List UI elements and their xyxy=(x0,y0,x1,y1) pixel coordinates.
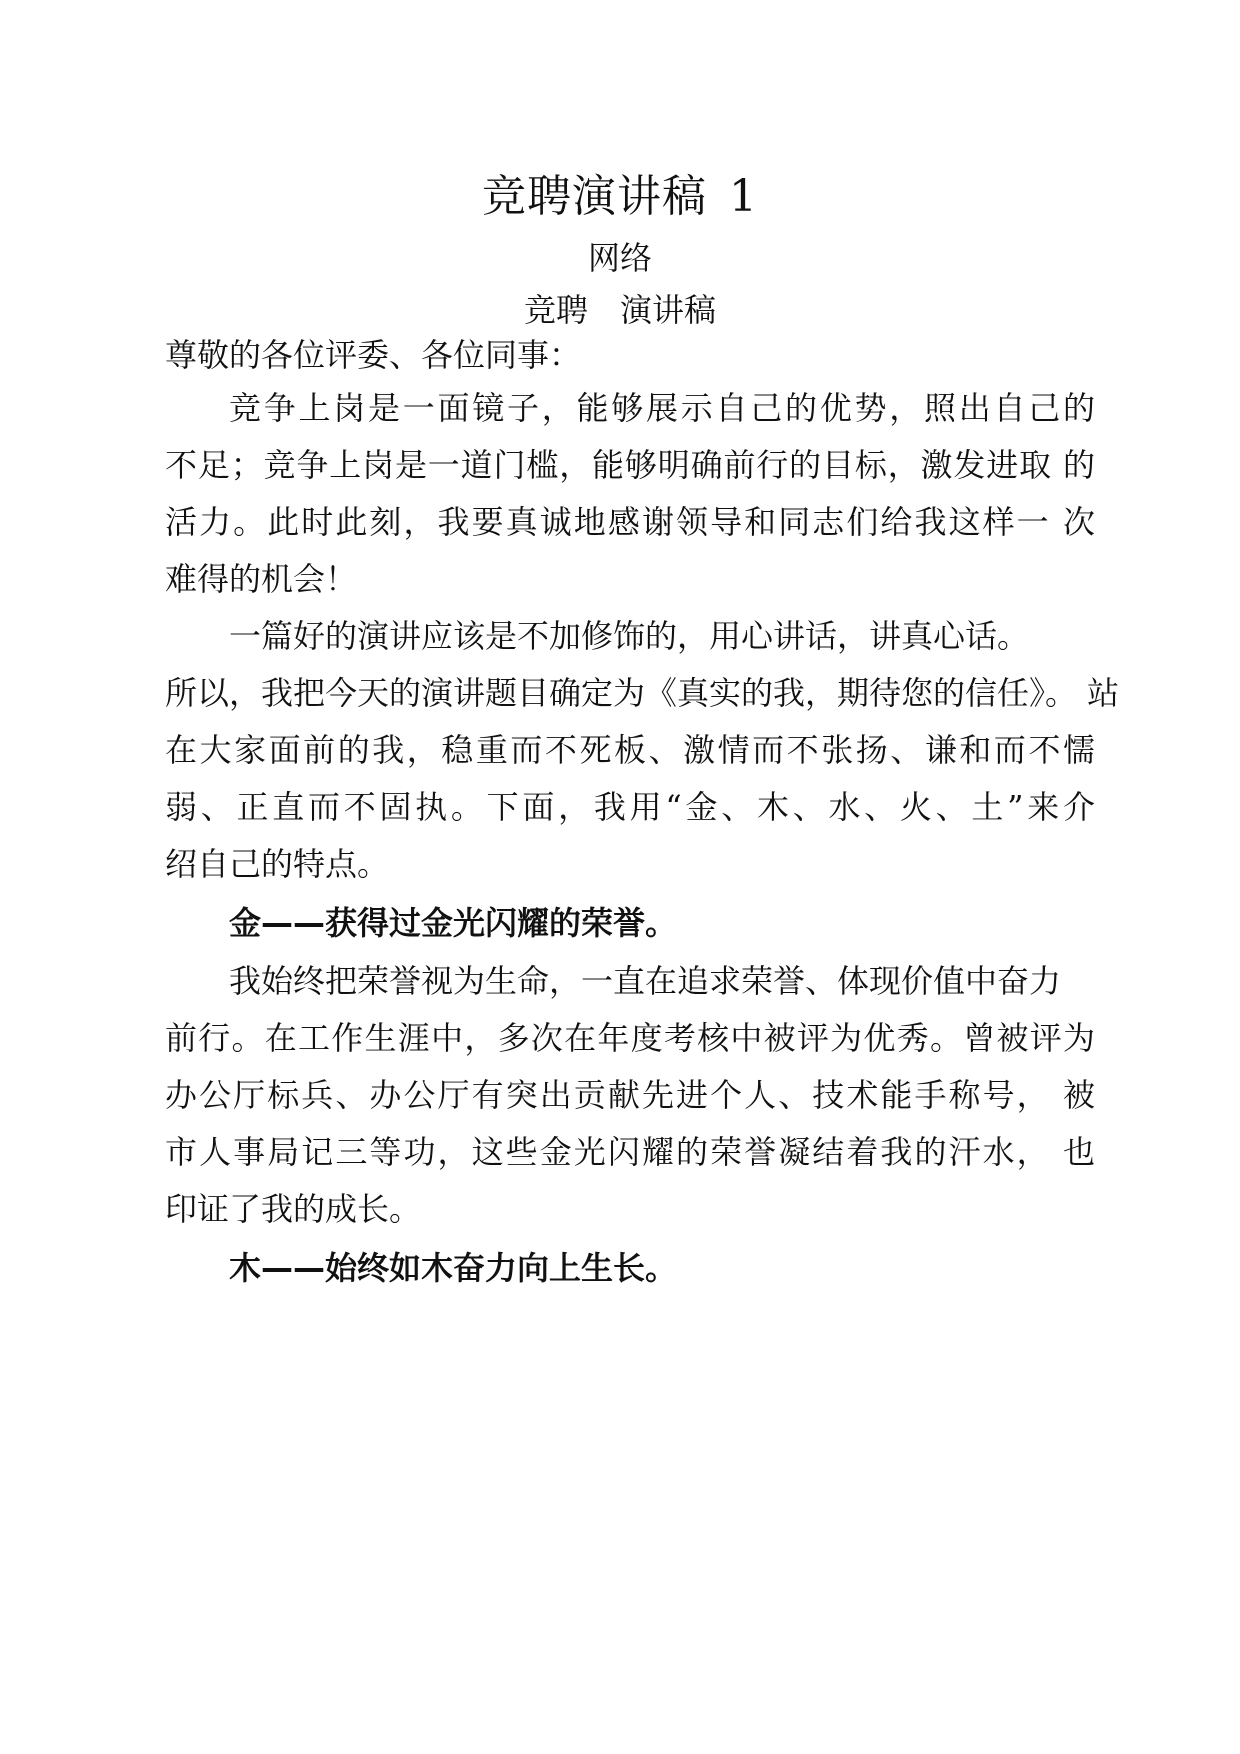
keyword: 竞聘 xyxy=(523,291,588,329)
paragraph-2 xyxy=(165,608,1120,893)
document-body xyxy=(165,330,1120,1298)
title-text: 竞聘演讲稿 xyxy=(482,171,707,222)
paragraph-line: 办公厅标兵、办公厅有突出贡献先进个人、技术能手称号， 被 xyxy=(165,1076,1095,1114)
paragraph-line: 活力。此时此刻，我要真诚地感谢领导和同志们给我这样一 次 xyxy=(165,503,1095,541)
paragraph-line: 所以，我把今天的演讲题目确定为《真实的我，期待您的信任》。 站 xyxy=(165,674,1120,712)
paragraph-1 xyxy=(165,380,1095,608)
paragraph-line: 弱、正直而不固执。下面，我用“金、木、水、火、土”来介 xyxy=(165,788,1095,826)
paragraph-line: 竞争上岗是一面镜子，能够展示自己的优势，照出自己的 xyxy=(229,389,1095,427)
author-line: 网络 xyxy=(587,239,652,277)
paragraph-line: 印证了我的成长。 xyxy=(165,1190,422,1228)
title-number: 1 xyxy=(729,171,758,222)
paragraph-line: 不足；竞争上岗是一道门槛，能够明确前行的目标，激发进取 的 xyxy=(165,446,1095,484)
paragraph-line: 难得的机会！ xyxy=(165,560,358,598)
section-heading-metal: 金——获得过金光闪耀的荣誉。 xyxy=(229,904,678,942)
paragraph-3 xyxy=(165,953,1095,1238)
paragraph-line: 市人事局记三等功，这些金光闪耀的荣誉凝结着我的汗水， 也 xyxy=(165,1133,1095,1171)
paragraph-line: 一篇好的演讲应该是不加修饰的，用心讲话，讲真心话。 xyxy=(229,617,1030,655)
keywords-line xyxy=(0,290,1240,330)
paragraph-line: 我始终把荣誉视为生命，一直在追求荣誉、体现价值中奋力 xyxy=(229,962,1062,1000)
keyword: 演讲稿 xyxy=(620,291,717,329)
paragraph-line: 前行。在工作生涯中，多次在年度考核中被评为优秀。曾被评为 xyxy=(165,1019,1095,1057)
paragraph-line: 绍自己的特点。 xyxy=(165,845,390,883)
document-title xyxy=(0,170,1240,224)
paragraph-line: 在大家面前的我，稳重而不死板、激情而不张扬、谦和而不懦 xyxy=(165,731,1095,769)
section-heading-wood: 木——始终如木奋力向上生长。 xyxy=(229,1249,678,1287)
salutation: 尊敬的各位评委、各位同事： xyxy=(165,336,582,374)
